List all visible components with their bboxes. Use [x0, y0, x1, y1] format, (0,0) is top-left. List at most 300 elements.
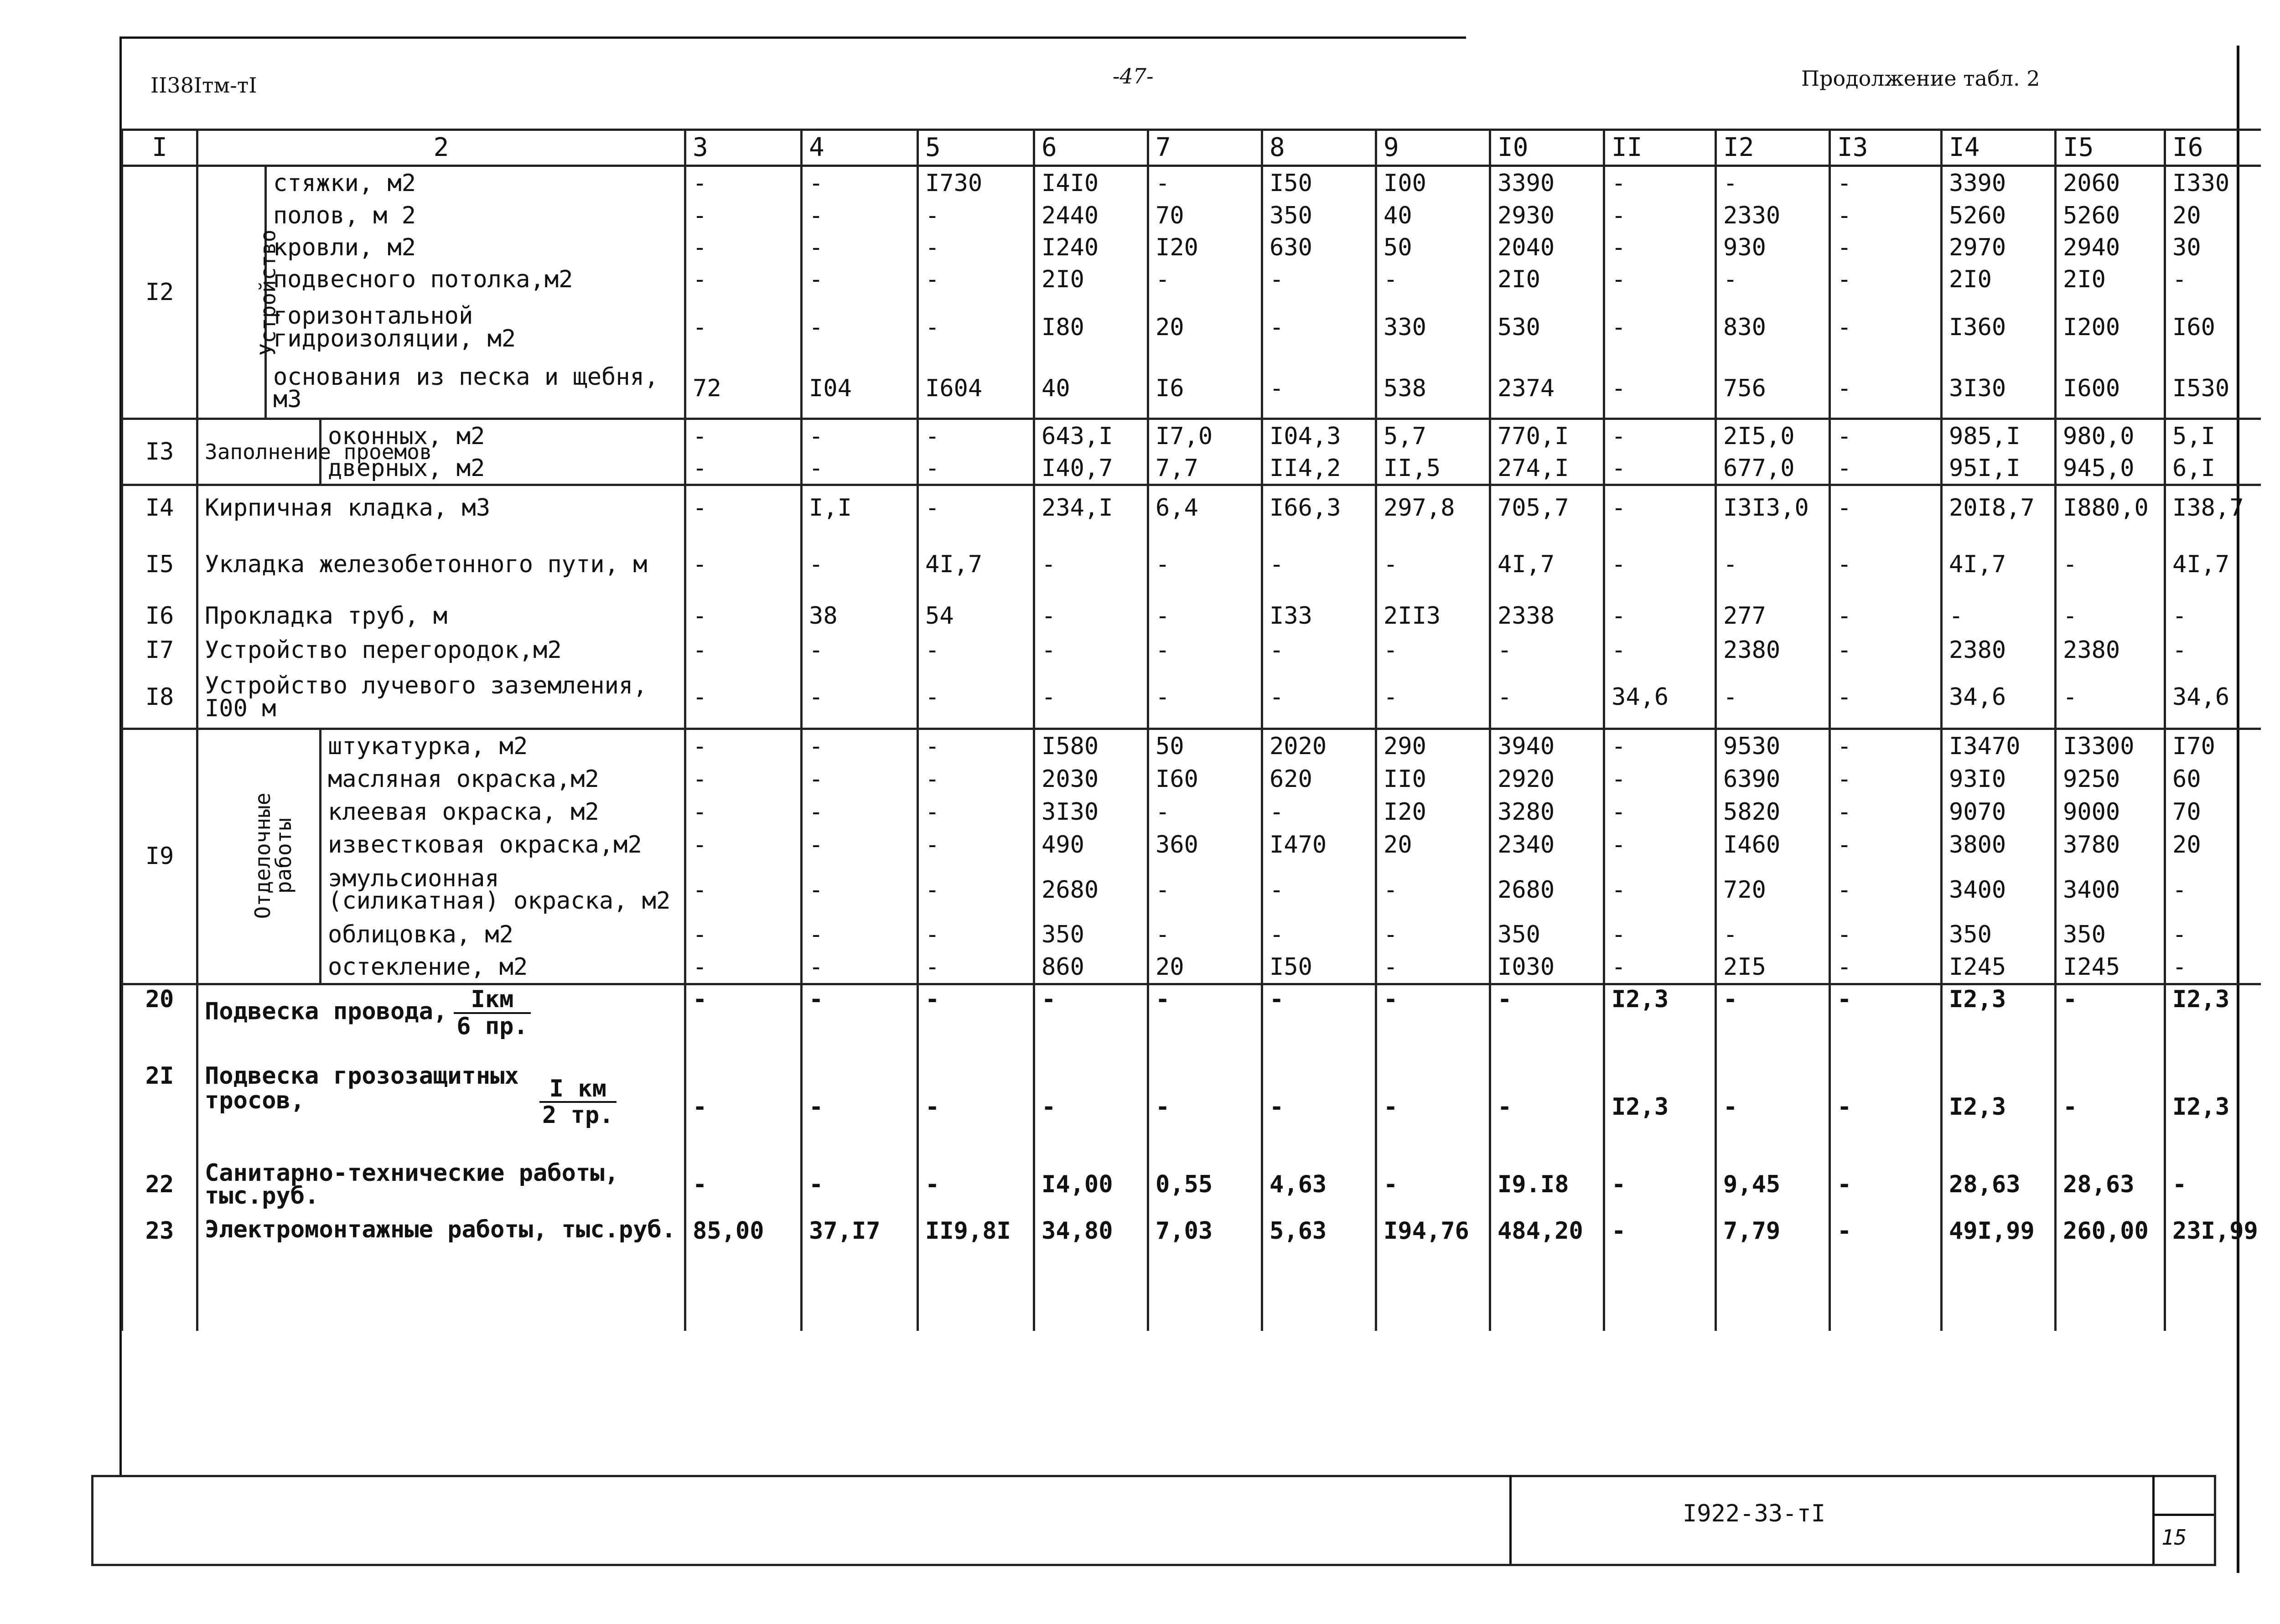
cell: 538 [1376, 360, 1490, 419]
col-header-2: 2 [197, 130, 685, 166]
cell: 40 [1034, 360, 1148, 419]
table-row [122, 796, 2261, 829]
cell: 70 [1148, 200, 1262, 232]
cell: - [1604, 1217, 1716, 1331]
cell: - [1604, 796, 1716, 829]
cell: 2380 [2056, 633, 2165, 667]
row-label: облицовка, м2 [321, 919, 685, 952]
cell: 70 [2165, 796, 2261, 829]
cell: 93I0 [1942, 763, 2056, 796]
cell: 2I5,0 [1716, 419, 1830, 453]
cell: I7,0 [1148, 419, 1262, 453]
cell: I3I3,0 [1716, 485, 1830, 531]
cell: - [1716, 984, 1830, 1062]
col-header-7: 7 [1148, 130, 1262, 166]
cell: 34,80 [1034, 1217, 1148, 1331]
cell: - [2056, 667, 2165, 729]
cell: - [1376, 862, 1490, 919]
cell: - [685, 232, 802, 264]
cell: - [1262, 984, 1376, 1062]
cell: 40 [1376, 200, 1490, 232]
cell: - [802, 763, 918, 796]
row-number: 20 [122, 984, 197, 1062]
cell: - [802, 453, 918, 485]
cell: 2I0 [1034, 264, 1148, 296]
cell: I33 [1262, 599, 1376, 633]
cell: - [918, 1153, 1034, 1217]
cell: I2,3 [1942, 1062, 2056, 1153]
cell: 530 [1490, 296, 1604, 360]
cell: - [1716, 667, 1830, 729]
cell: 5820 [1716, 796, 1830, 829]
cell: 2380 [1716, 633, 1830, 667]
cell: 2I5 [1716, 952, 1830, 984]
row-label-text: Подвеска грозозащитных тросов, [205, 1062, 519, 1115]
cell: 4I,7 [2165, 531, 2261, 599]
cell: - [918, 984, 1034, 1062]
cell: 2330 [1716, 200, 1830, 232]
cell: - [2056, 1062, 2165, 1153]
cell: - [802, 419, 918, 453]
cell: I00 [1376, 166, 1490, 200]
cell: I2,3 [2165, 984, 2261, 1062]
cell: 3800 [1942, 829, 2056, 862]
cell: 234,I [1034, 485, 1148, 531]
cell: - [918, 264, 1034, 296]
cell: - [1830, 264, 1942, 296]
cell: 330 [1376, 296, 1490, 360]
cell: - [918, 763, 1034, 796]
sheet-box-divider [2152, 1475, 2155, 1564]
cell: 2340 [1490, 829, 1604, 862]
row-number: I4 [122, 485, 197, 531]
table-row [122, 296, 2261, 360]
table-row [122, 360, 2261, 419]
cell: - [1604, 360, 1716, 419]
cell: 7,03 [1148, 1217, 1262, 1331]
cell: - [1604, 232, 1716, 264]
cell: 72 [685, 360, 802, 419]
col-header-1: I [122, 130, 197, 166]
cell: 34,6 [2165, 667, 2261, 729]
cell: I60 [2165, 296, 2261, 360]
cell: - [1262, 862, 1376, 919]
cell: 2338 [1490, 599, 1604, 633]
cell: - [918, 419, 1034, 453]
row-label: полов, м 2 [266, 200, 685, 232]
cell: II0 [1376, 763, 1490, 796]
col-header-13: I3 [1830, 130, 1942, 166]
table-row [122, 667, 2261, 729]
group-label-otdelochnye: Отделочные работы [197, 729, 321, 984]
row-label: Электромонтажные работы, тыс.руб. [197, 1217, 685, 1331]
cell: 30 [2165, 232, 2261, 264]
cell: 3280 [1490, 796, 1604, 829]
cell: 274,I [1490, 453, 1604, 485]
cell: - [802, 200, 918, 232]
unit-fraction [539, 1076, 617, 1128]
cell: - [1376, 667, 1490, 729]
cell: I604 [918, 360, 1034, 419]
table-row [122, 729, 2261, 763]
cell: - [2165, 264, 2261, 296]
cell: - [1604, 453, 1716, 485]
cell: 2920 [1490, 763, 1604, 796]
cell: 85,00 [685, 1217, 802, 1331]
cell: 3940 [1490, 729, 1604, 763]
cell: - [802, 829, 918, 862]
cell: - [685, 264, 802, 296]
row-label: известковая окраска,м2 [321, 829, 685, 862]
cell: II,5 [1376, 453, 1490, 485]
table-row [122, 419, 2261, 453]
row-label: дверных, м2 [321, 453, 685, 485]
cell: 28,63 [2056, 1153, 2165, 1217]
cell: - [802, 1062, 918, 1153]
row-label: горизонтальной гидроизоляции, м2 [266, 296, 685, 360]
row-label: оконных, м2 [321, 419, 685, 453]
cell: - [1716, 264, 1830, 296]
cell: I6 [1148, 360, 1262, 419]
cell: - [1376, 264, 1490, 296]
cell: 4I,7 [918, 531, 1034, 599]
cell: - [802, 729, 918, 763]
cell: - [1604, 296, 1716, 360]
cell: 3390 [1490, 166, 1604, 200]
cell: I580 [1034, 729, 1148, 763]
cell: 350 [1034, 919, 1148, 952]
cell: I38,7 [2165, 485, 2261, 531]
table-row [122, 763, 2261, 796]
cell: - [2165, 633, 2261, 667]
cell: - [685, 952, 802, 984]
cell: 20 [1148, 952, 1262, 984]
cell: - [1148, 264, 1262, 296]
cell: 20 [1376, 829, 1490, 862]
unit-fraction-bottom: 6 пр. [456, 1012, 528, 1040]
cell: - [802, 984, 918, 1062]
cell: 34,6 [1604, 667, 1716, 729]
cell: I530 [2165, 360, 2261, 419]
cell: - [1716, 1062, 1830, 1153]
table-row [122, 1217, 2261, 1331]
cell: 980,0 [2056, 419, 2165, 453]
cell: 34,6 [1942, 667, 2056, 729]
table-row [122, 453, 2261, 485]
cell: - [1262, 531, 1376, 599]
unit-fraction-bottom: 2 тр. [542, 1102, 614, 1129]
table-row [122, 862, 2261, 919]
cell: - [1490, 1062, 1604, 1153]
cell: 4I,7 [1490, 531, 1604, 599]
cell: 2440 [1034, 200, 1148, 232]
cell: - [802, 166, 918, 200]
cell: 6,4 [1148, 485, 1262, 531]
cell: - [1830, 984, 1942, 1062]
col-header-16: I6 [2165, 130, 2261, 166]
cell: - [1604, 633, 1716, 667]
cell: - [1604, 485, 1716, 531]
cell: - [1942, 599, 2056, 633]
cell: 50 [1148, 729, 1262, 763]
title-block-divider [1509, 1475, 1512, 1564]
table-row [122, 984, 2261, 1062]
cell: - [918, 796, 1034, 829]
cell: - [1148, 796, 1262, 829]
row-label: Устройство перегородок,м2 [197, 633, 685, 667]
table-row [122, 952, 2261, 984]
cell: 830 [1716, 296, 1830, 360]
cell: 20 [1148, 296, 1262, 360]
cell: - [685, 729, 802, 763]
cell: 756 [1716, 360, 1830, 419]
cell: I94,76 [1376, 1217, 1490, 1331]
cell: I880,0 [2056, 485, 2165, 531]
cell: - [1830, 1153, 1942, 1217]
cell: - [685, 599, 802, 633]
drawing-code: I922-33-тI [1683, 1500, 1826, 1527]
cell: 297,8 [1376, 485, 1490, 531]
cell: 350 [1942, 919, 2056, 952]
cell: - [918, 296, 1034, 360]
cell: - [802, 531, 918, 599]
cell: - [685, 531, 802, 599]
cell: I20 [1148, 232, 1262, 264]
cell: - [2165, 1153, 2261, 1217]
cell: I730 [918, 166, 1034, 200]
cell: I3470 [1942, 729, 2056, 763]
col-header-8: 8 [1262, 130, 1376, 166]
table-row [122, 485, 2261, 531]
cell: - [1376, 952, 1490, 984]
cell: - [1034, 599, 1148, 633]
cell: 350 [2056, 919, 2165, 952]
row-label: эмульсионная (силикатная) окраска, м2 [321, 862, 685, 919]
cell: - [918, 200, 1034, 232]
cell: I330 [2165, 166, 2261, 200]
cell: I04 [802, 360, 918, 419]
row-label [197, 1062, 685, 1153]
cell: - [1604, 531, 1716, 599]
table-row [122, 264, 2261, 296]
col-header-5: 5 [918, 130, 1034, 166]
cell: - [1830, 419, 1942, 453]
cell: - [1262, 919, 1376, 952]
cell: - [802, 264, 918, 296]
col-header-9: 9 [1376, 130, 1490, 166]
cell: - [2056, 984, 2165, 1062]
cell: 2930 [1490, 200, 1604, 232]
cell: I20 [1376, 796, 1490, 829]
cell: - [685, 796, 802, 829]
cell: 95I,I [1942, 453, 2056, 485]
cell: 2680 [1034, 862, 1148, 919]
cell: - [685, 200, 802, 232]
cell: - [918, 232, 1034, 264]
col-header-10: I0 [1490, 130, 1604, 166]
cell: - [1148, 984, 1262, 1062]
cell: - [685, 633, 802, 667]
row-label: подвесного потолка,м2 [266, 264, 685, 296]
unit-fraction-top: Iкм [454, 987, 531, 1014]
cell: 3400 [1942, 862, 2056, 919]
cell: I3300 [2056, 729, 2165, 763]
unit-fraction [454, 987, 531, 1039]
cell: - [1604, 166, 1716, 200]
cell: - [1034, 531, 1148, 599]
cell: - [1604, 264, 1716, 296]
cell: - [685, 667, 802, 729]
cell: 3390 [1942, 166, 2056, 200]
table-row [122, 919, 2261, 952]
cell: - [1490, 984, 1604, 1062]
cell: - [802, 633, 918, 667]
cell: I04,3 [1262, 419, 1376, 453]
row-label: Кирпичная кладка, м3 [197, 485, 685, 531]
cell: 643,I [1034, 419, 1148, 453]
cell: 2I0 [1490, 264, 1604, 296]
cell: 4I,7 [1942, 531, 2056, 599]
cell: I600 [2056, 360, 2165, 419]
cell: 3I30 [1034, 796, 1148, 829]
col-header-14: I4 [1942, 130, 2056, 166]
cell: - [685, 984, 802, 1062]
cell: - [1830, 829, 1942, 862]
cell: - [1034, 667, 1148, 729]
cell: - [1148, 599, 1262, 633]
cell: 0,55 [1148, 1153, 1262, 1217]
cell: - [1830, 729, 1942, 763]
cell: - [1830, 599, 1942, 633]
cell: - [2165, 952, 2261, 984]
cell: 60 [2165, 763, 2261, 796]
cell: I4I0 [1034, 166, 1148, 200]
cell: - [1830, 952, 1942, 984]
page-number: -47- [1113, 64, 1154, 88]
cell: 2II3 [1376, 599, 1490, 633]
cell: 4,63 [1262, 1153, 1376, 1217]
cell: I360 [1942, 296, 2056, 360]
cell: - [1376, 984, 1490, 1062]
cell: - [802, 952, 918, 984]
cell: - [802, 296, 918, 360]
cell: 2380 [1942, 633, 2056, 667]
col-header-4: 4 [802, 130, 918, 166]
cell: 630 [1262, 232, 1376, 264]
cell: - [685, 829, 802, 862]
row-label: Прокладка труб, м [197, 599, 685, 633]
cell: I2,3 [2165, 1062, 2261, 1153]
cell: 350 [1490, 919, 1604, 952]
cell: 2I0 [1942, 264, 2056, 296]
cell: - [1148, 633, 1262, 667]
cell: - [802, 862, 918, 919]
cell: - [918, 485, 1034, 531]
cell: - [802, 919, 918, 952]
cell: - [918, 829, 1034, 862]
cell: I66,3 [1262, 485, 1376, 531]
cell: 490 [1034, 829, 1148, 862]
row-number: I6 [122, 599, 197, 633]
cell: 2374 [1490, 360, 1604, 419]
cell: - [1148, 919, 1262, 952]
cell: I470 [1262, 829, 1376, 862]
cell: 49I,99 [1942, 1217, 2056, 1331]
table-row [122, 531, 2261, 599]
row-number: I2 [122, 166, 197, 419]
cell: 620 [1262, 763, 1376, 796]
row-label: основания из песка и щебня, м3 [266, 360, 685, 419]
cell: 705,7 [1490, 485, 1604, 531]
cell: - [1830, 232, 1942, 264]
row-label: Устройство лучевого заземления, I00 м [197, 667, 685, 729]
cell: 350 [1262, 200, 1376, 232]
cell: 20 [2165, 829, 2261, 862]
cell: - [1148, 862, 1262, 919]
cell: - [1604, 599, 1716, 633]
cell: - [1830, 296, 1942, 360]
cell: 5,7 [1376, 419, 1490, 453]
cell: 770,I [1490, 419, 1604, 453]
cell: 277 [1716, 599, 1830, 633]
cell: - [918, 633, 1034, 667]
cell: - [2165, 919, 2261, 952]
cell: 2970 [1942, 232, 2056, 264]
cell: - [1604, 200, 1716, 232]
cell: 260,00 [2056, 1217, 2165, 1331]
cell: - [1830, 531, 1942, 599]
row-number: I3 [122, 419, 197, 485]
cell: I030 [1490, 952, 1604, 984]
cell: - [802, 667, 918, 729]
cell: - [1604, 952, 1716, 984]
cell: - [1376, 919, 1490, 952]
cell: - [1830, 667, 1942, 729]
cell: I70 [2165, 729, 2261, 763]
data-table [121, 129, 2261, 1331]
cell: 3400 [2056, 862, 2165, 919]
row-number: I7 [122, 633, 197, 667]
row-label: масляная окраска,м2 [321, 763, 685, 796]
cell: II4,2 [1262, 453, 1376, 485]
cell: - [1376, 531, 1490, 599]
row-number: 2I [122, 1062, 197, 1153]
cell: - [1604, 419, 1716, 453]
cell: - [685, 166, 802, 200]
col-header-11: II [1604, 130, 1716, 166]
cell: I245 [2056, 952, 2165, 984]
row-label: клеевая окраска, м2 [321, 796, 685, 829]
cell: 50 [1376, 232, 1490, 264]
cell: 20 [2165, 200, 2261, 232]
cell: - [685, 919, 802, 952]
cell: - [918, 453, 1034, 485]
cell: - [918, 729, 1034, 763]
cell: - [1604, 862, 1716, 919]
cell: - [1716, 166, 1830, 200]
col-header-15: I5 [2056, 130, 2165, 166]
cell: I200 [2056, 296, 2165, 360]
cell: - [1830, 796, 1942, 829]
cell: - [685, 485, 802, 531]
row-number: 23 [122, 1217, 197, 1331]
cell: 2I0 [2056, 264, 2165, 296]
cell: 5,63 [1262, 1217, 1376, 1331]
group-label-zapolnenie: Заполнение проемов [197, 419, 321, 485]
row-label-text: Подвеска провода, [205, 998, 448, 1025]
cell: - [685, 763, 802, 796]
row-number: I8 [122, 667, 197, 729]
